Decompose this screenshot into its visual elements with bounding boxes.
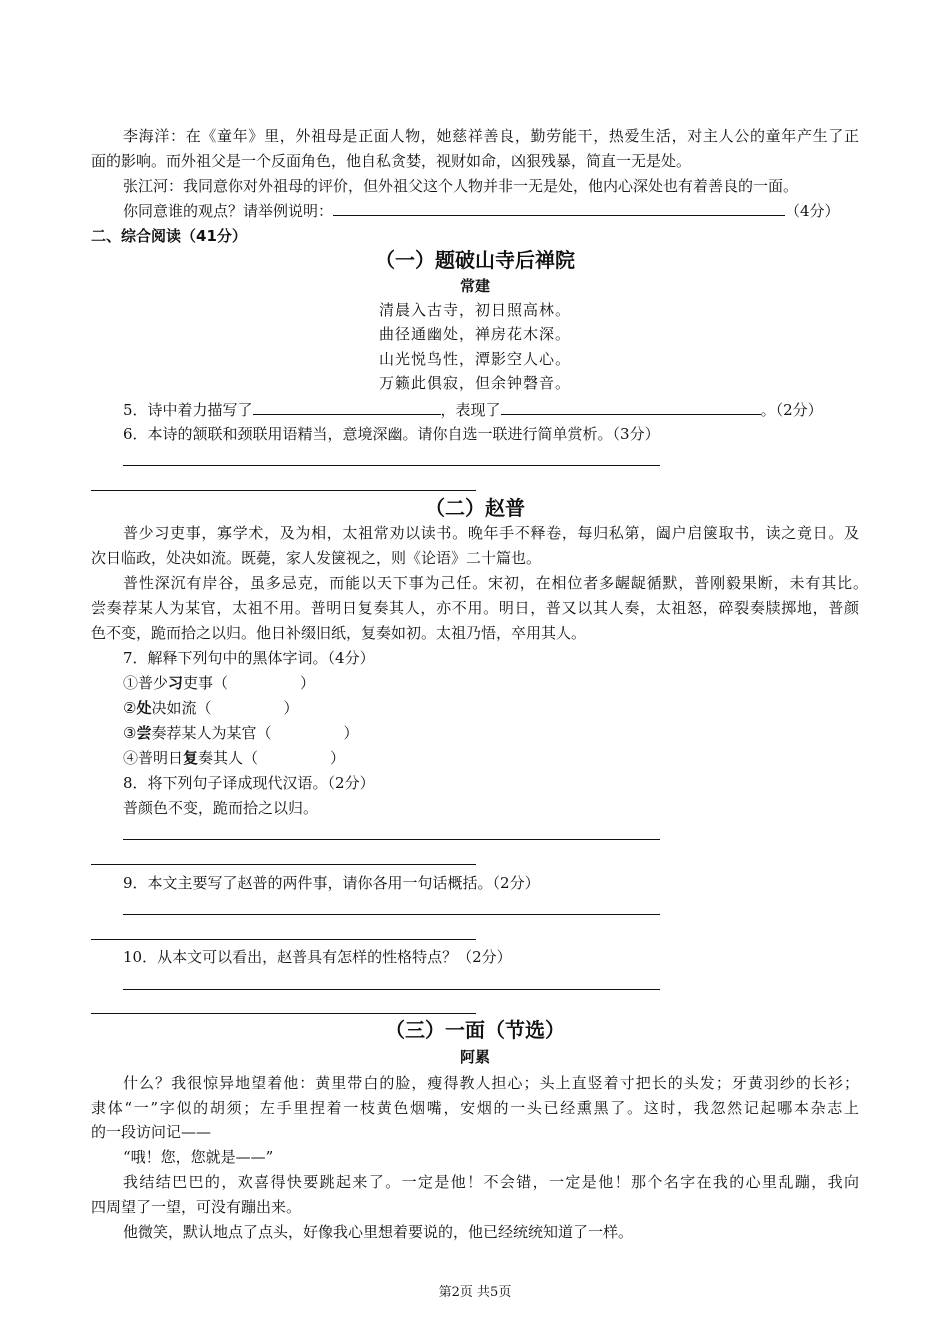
question-5 <box>123 398 823 421</box>
q7-item-2 <box>123 697 299 719</box>
q7-item-3 <box>123 722 359 744</box>
answer-line[interactable] <box>333 199 785 216</box>
q8-answer-line-2[interactable] <box>91 864 476 865</box>
q5-part-c: 。（2分） <box>760 401 823 419</box>
intro-line-3: 张江河：我同意你对外祖母的评价，但外祖父这个人物并非一无是处，他内心深处也有着善良的一面。 <box>123 177 799 195</box>
q8-sentence: 普颜色不变，跪而拾之以归。 <box>123 799 319 817</box>
zhaopu-p1-line-1: 普少习吏事，寡学术，及为相，太祖常劝以读书。晚年手不释卷，每归私第，阖户启箧取书，读之竟日。及 <box>123 524 859 542</box>
q7-4-post: 奏其人（ <box>198 749 259 767</box>
q6-answer-line-1[interactable] <box>123 465 660 466</box>
yimian-p1-line-3: 的一段访问记—— <box>91 1123 212 1141</box>
q7-4-end: ） <box>330 749 346 767</box>
section-title: 二、综合阅读（41分） <box>91 227 247 245</box>
q7-2-key: 处 <box>136 699 152 717</box>
q10-answer-line-1[interactable] <box>123 989 660 990</box>
q7-4-key: 复 <box>183 749 199 767</box>
poem-heading: （一）题破山寺后禅院 <box>375 248 575 272</box>
intro-question-text: 你同意谁的观点？请举例说明： <box>123 202 334 220</box>
intro-line-1: 李海洋：在《童年》里，外祖母是正面人物，她慈祥善良，勤劳能干，热爱生活，对主人公的童年产生了正 <box>123 127 859 145</box>
q7-2-post: 决如流（ <box>151 699 212 717</box>
q7-item-1 <box>123 672 315 694</box>
q7-1-post: 吏事（ <box>183 674 229 692</box>
page-footer: 第2页 共5页 <box>438 1285 512 1300</box>
q5-blank-1[interactable] <box>253 398 441 415</box>
question-9: 9．本文主要写了赵普的两件事，请你各用一句话概括。（2分） <box>123 874 540 892</box>
q7-item-4 <box>123 747 345 769</box>
zhaopu-p2-line-3: 色不变，跪而拾之以归。他日补缀旧纸，复奏如初。太祖乃悟，卒用其人。 <box>91 624 587 642</box>
poem-line-3: 山光悦鸟性，潭影空人心。 <box>378 350 571 368</box>
yimian-p3-line-2: 四周望了一望，可没有蹦出来。 <box>91 1198 302 1216</box>
q7-3-post: 奏荐某人为某官（ <box>151 724 272 742</box>
yimian-p1-line-2: 隶体“一”字似的胡须；左手里捏着一枝黄色烟嘴，安烟的一头已经熏黑了。这时，我忽然记起哪本杂志上 <box>91 1099 859 1117</box>
question-8: 8．将下列句子译成现代汉语。（2分） <box>123 774 375 792</box>
q7-1-end: ） <box>300 674 316 692</box>
zhaopu-p2-line-2: 尝奏荐某人为某官，太祖不用。普明日复奏其人，亦不用。明日，普又以其人奏，太祖怒，碎裂奏牍掷地，普颜 <box>91 599 859 617</box>
zhaopu-p1-line-2: 次日临政，处决如流。既薨，家人发箧视之，则《论语》二十篇也。 <box>91 549 542 567</box>
poem-author: 常建 <box>459 277 490 295</box>
poem-line-2: 曲径通幽处，禅房花木深。 <box>378 325 571 343</box>
q7-3-end: ） <box>343 724 359 742</box>
question-10: 10．从本文可以看出，赵普具有怎样的性格特点？（2分） <box>123 948 512 966</box>
q7-4-pre: ④普明日 <box>123 749 184 767</box>
q8-answer-line-1[interactable] <box>123 839 660 840</box>
yimian-p2: “哦！您，您就是——” <box>123 1148 274 1166</box>
poem-line-4: 万籁此俱寂，但余钟磬音。 <box>378 374 571 392</box>
yimian-p1-line-1: 什么？我很惊异地望着他：黄里带白的脸，瘦得教人担心；头上直竖着寸把长的头发；牙黄羽纱的长衫； <box>123 1074 859 1092</box>
yimian-author: 阿累 <box>459 1048 490 1066</box>
q7-1-pre: ①普少 <box>123 674 169 692</box>
q5-part-b: ，表现了 <box>440 401 501 419</box>
yimian-heading: （三）一面（节选） <box>385 1018 565 1042</box>
yimian-p4: 他微笑，默认地点了点头，好像我心里想着要说的，他已经统统知道了一样。 <box>123 1223 634 1241</box>
q7-3-pre: ③ <box>123 724 137 742</box>
q9-answer-line-2[interactable] <box>91 939 476 940</box>
q5-blank-2[interactable] <box>501 398 761 415</box>
q6-answer-line-2[interactable] <box>91 490 476 491</box>
q7-1-key: 习 <box>168 674 184 692</box>
intro-score: （4分） <box>785 202 840 220</box>
yimian-p3-line-1: 我结结巴巴的，欢喜得快要跳起来了。一定是他！不会错，一定是他！那个名字在我的心里乱蹦，我向 <box>123 1173 859 1191</box>
q9-answer-line-1[interactable] <box>123 914 660 915</box>
q5-part-a: 5．诗中着力描写了 <box>123 401 253 419</box>
intro-line-2: 面的影响。而外祖父是一个反面角色，他自私贪婪，视财如命，凶狠残暴，简直一无是处。 <box>91 152 692 170</box>
q7-2-end: ） <box>283 699 299 717</box>
q7-3-key: 尝 <box>136 724 152 742</box>
q10-answer-line-2[interactable] <box>91 1013 476 1014</box>
intro-question <box>123 199 840 222</box>
q7-2-pre: ② <box>123 699 137 717</box>
poem-line-1: 清晨入古寺，初日照高林。 <box>378 301 571 319</box>
zhaopu-heading: （二）赵普 <box>425 496 525 520</box>
zhaopu-p2-line-1: 普性深沉有岸谷，虽多忌克，而能以天下事为己任。宋初，在相位者多龌龊循默，普刚毅果断，未有其比。 <box>123 574 868 592</box>
question-7: 7．解释下列句中的黑体字词。（4分） <box>123 649 375 667</box>
question-6: 6．本诗的颔联和颈联用语精当，意境深幽。请你自选一联进行简单赏析。（3分） <box>123 425 660 443</box>
